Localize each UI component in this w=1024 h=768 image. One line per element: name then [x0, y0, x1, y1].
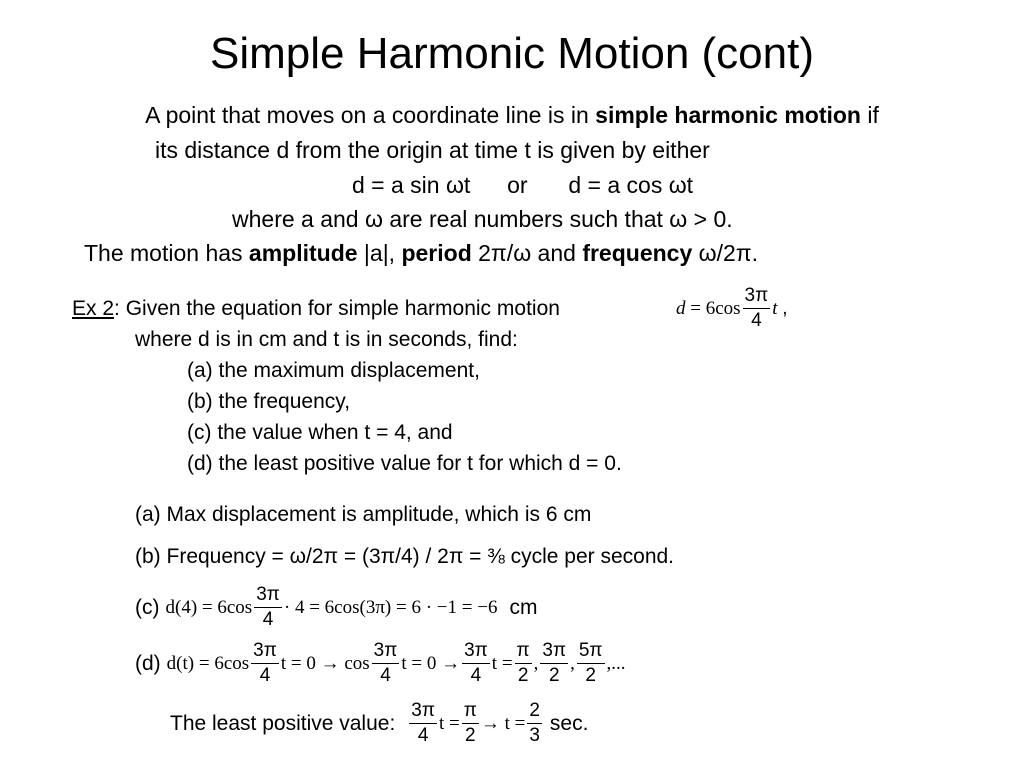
answer-d-label: (d)	[135, 651, 161, 675]
fraction: $\frac{\pi}{2}$	[516, 640, 530, 686]
example-part-c: (c) the value when t = 4, and	[187, 421, 453, 444]
example-label: Ex 2	[72, 297, 115, 320]
definition-line-5: The motion has amplitude |a|, period 2π/ω and frequency ω/2π.	[84, 240, 759, 266]
or-word: or	[507, 172, 528, 198]
amplitude-term: amplitude	[248, 240, 358, 266]
fraction: $\frac{3\pi}{4}$	[411, 700, 435, 746]
definition-equations	[352, 171, 693, 199]
fraction: $\frac{3\pi}{4}$	[744, 285, 769, 331]
simple-harmonic-motion-term: simple harmonic motion	[595, 102, 861, 128]
example-part-a: (a) the maximum displacement,	[187, 359, 480, 382]
cos-equation: d = a cos ωt	[568, 172, 694, 198]
definition-line-1: A point that moves on a coordinate line is in simple harmonic motion if	[145, 102, 879, 128]
fraction: $\frac{3\pi}{4}$	[253, 640, 277, 686]
fraction: $\frac{3\pi}{4}$	[373, 640, 398, 686]
answer-b: (b) Frequency = ω/2π = (3π/4) / 2π = ⅜ cycle per second.	[135, 545, 675, 568]
least-positive-value: The least positive value: $\frac{3\pi}{4}$ t = $\frac{\pi}{2}$ → t = $\frac{2}{3}$ sec.	[170, 700, 589, 746]
period-term: period	[401, 240, 472, 266]
fraction: $\frac{3\pi}{4}$	[256, 584, 280, 630]
answer-d: (d) d(t) = 6cos $\frac{3\pi}{4}$ t = 0 → cos $\frac{3\pi}{4}$ t = 0 → $\frac{3\pi}{4}$ t = $\frac{\pi}{2}$ , $\frac{3\pi}{2}$ , $\frac{5\pi}{2}$ ,...	[135, 640, 626, 686]
definition-line-4: where a and ω are real numbers such that ω > 0.	[232, 206, 733, 232]
example-part-b: (b) the frequency,	[187, 390, 351, 413]
answer-a: (a) Max displacement is amplitude, which is 6 cm	[135, 503, 592, 526]
answer-c: (c) d(4) = 6cos $\frac{3\pi}{4}$ · 4 = 6cos(3π) = 6 · −1 = −6 cm	[135, 584, 538, 630]
fraction: $\frac{2}{3}$	[529, 700, 540, 746]
example-equation: d = 6cos $\frac{3\pi}{4}$ t ,	[676, 285, 788, 331]
sin-equation: d = a sin ωt	[352, 172, 471, 198]
least-positive-unit: sec.	[549, 711, 589, 735]
answer-c-label: (c)	[135, 595, 160, 619]
example-line-1: Ex 2: Given the equation for simple harmonic motion	[72, 297, 560, 320]
answer-c-unit: cm	[509, 595, 538, 619]
fraction: $\frac{5\pi}{2}$	[578, 640, 603, 686]
least-positive-label: The least positive value:	[170, 711, 396, 735]
fraction: $\frac{3\pi}{4}$	[464, 640, 488, 686]
example-part-d: (d) the least positive value for t for which d = 0.	[187, 452, 622, 475]
fraction: $\frac{3\pi}{2}$	[542, 640, 567, 686]
definition-line-2: its distance d from the origin at time t is given by either	[155, 137, 710, 163]
example-line-2: where d is in cm and t is in seconds, find:	[135, 328, 518, 351]
slide-title: Simple Harmonic Motion (cont)	[210, 29, 814, 78]
fraction: $\frac{\pi}{2}$	[463, 700, 477, 746]
frequency-term: frequency	[582, 240, 693, 266]
